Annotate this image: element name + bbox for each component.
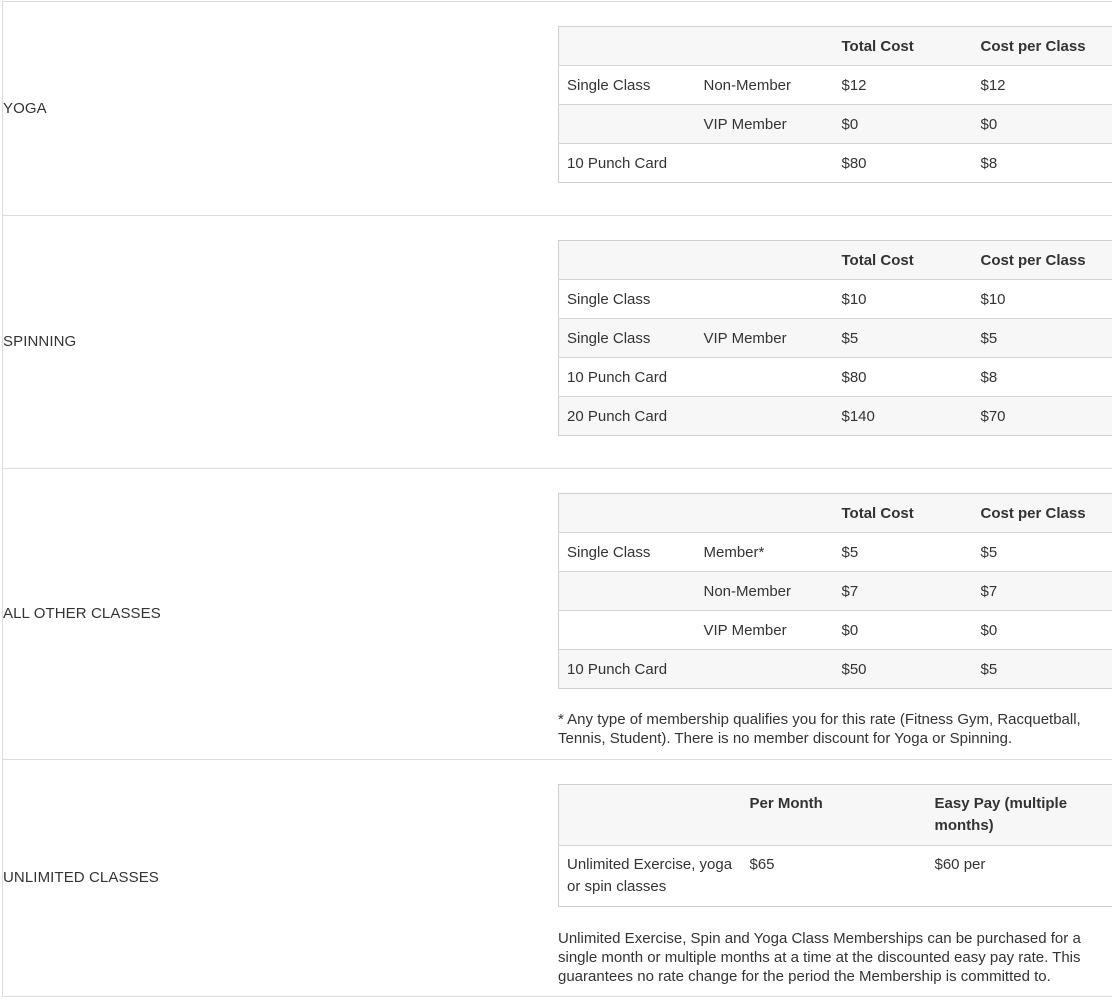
- table-row: [559, 105, 1112, 144]
- all-other-classes-section: [2, 468, 1112, 759]
- table-cell: $7: [834, 572, 973, 611]
- table-cell: $8: [973, 358, 1112, 397]
- header-cell: Easy Pay (multiple months): [927, 785, 1112, 846]
- table-cell: $80: [834, 358, 973, 397]
- table-cell: VIP Member: [696, 611, 834, 650]
- section-title-unlimited-classes: UNLIMITED CLASSES: [3, 869, 159, 886]
- header-cell: Total Cost: [834, 241, 973, 280]
- header-cell: [559, 785, 742, 846]
- table-cell: 10 Punch Card: [559, 144, 696, 183]
- header-cell: Cost per Class: [973, 27, 1112, 66]
- table-cell: [696, 144, 834, 183]
- table-cell: $0: [834, 611, 973, 650]
- header-cell: [696, 494, 834, 533]
- table-cell: Non-Member: [696, 572, 834, 611]
- table-cell: [696, 650, 834, 689]
- section-title-spinning: SPINNING: [3, 333, 77, 350]
- table-row: [559, 611, 1112, 650]
- table-row: [559, 397, 1112, 436]
- table-cell: 10 Punch Card: [559, 358, 696, 397]
- bottom-divider: [2, 996, 1112, 997]
- table-cell: [559, 572, 696, 611]
- table-row: [559, 650, 1112, 689]
- yoga-section: [2, 1, 1112, 215]
- table-cell: 20 Punch Card: [559, 397, 696, 436]
- table-cell: [559, 611, 696, 650]
- table-cell: $10: [973, 280, 1112, 319]
- table-cell: [696, 358, 834, 397]
- table-cell: Unlimited Exercise, yoga or spin classes: [559, 846, 742, 907]
- header-cell: [559, 241, 696, 280]
- table-cell: $50: [834, 650, 973, 689]
- header-cell: [559, 494, 696, 533]
- table-cell: $70: [973, 397, 1112, 436]
- table-cell: $60 per: [927, 846, 1112, 907]
- table-cell: Single Class: [559, 280, 696, 319]
- table-cell: $8: [973, 144, 1112, 183]
- table-row: [559, 358, 1112, 397]
- table-header-row: [559, 494, 1112, 533]
- table-cell: $5: [834, 319, 973, 358]
- table-header-row: [559, 27, 1112, 66]
- table-cell: Single Class: [559, 533, 696, 572]
- table-cell: [696, 280, 834, 319]
- header-cell: [696, 27, 834, 66]
- table-row: [559, 846, 1112, 907]
- all-other-classes-price-table: [558, 493, 1112, 689]
- table-row: [559, 533, 1112, 572]
- table-cell: $5: [973, 650, 1112, 689]
- table-cell: Member*: [696, 533, 834, 572]
- table-cell: 10 Punch Card: [559, 650, 696, 689]
- header-cell: Total Cost: [834, 27, 973, 66]
- table-cell: $65: [742, 846, 927, 907]
- table-row: [559, 144, 1112, 183]
- table-cell: $0: [834, 105, 973, 144]
- table-cell: $12: [973, 66, 1112, 105]
- header-cell: Cost per Class: [973, 494, 1112, 533]
- table-cell: $80: [834, 144, 973, 183]
- table-row: [559, 280, 1112, 319]
- table-cell: Single Class: [559, 319, 696, 358]
- section-title-yoga: YOGA: [3, 100, 47, 117]
- membership-footnote: * Any type of membership qualifies you for this rate (Fitness Gym, Racquetball, Tennis, Student). There is no member discount for Yoga or Spinning.: [558, 711, 1081, 747]
- table-cell: [696, 397, 834, 436]
- yoga-price-table: [558, 26, 1112, 183]
- table-cell: $5: [973, 319, 1112, 358]
- unlimited-classes-section: [2, 759, 1112, 996]
- spinning-section: [2, 215, 1112, 468]
- header-cell: Cost per Class: [973, 241, 1112, 280]
- table-cell: $0: [973, 105, 1112, 144]
- unlimited-classes-price-table: [558, 784, 1112, 907]
- section-title-all-other-classes: ALL OTHER CLASSES: [3, 605, 161, 622]
- header-cell: Total Cost: [834, 494, 973, 533]
- table-cell: $12: [834, 66, 973, 105]
- table-cell: VIP Member: [696, 105, 834, 144]
- table-row: [559, 66, 1112, 105]
- table-row: [559, 319, 1112, 358]
- table-header-row: [559, 785, 1112, 846]
- spinning-price-table: [558, 240, 1112, 436]
- table-cell: VIP Member: [696, 319, 834, 358]
- table-header-row: [559, 241, 1112, 280]
- header-cell: [559, 27, 696, 66]
- table-cell: $0: [973, 611, 1112, 650]
- table-row: [559, 572, 1112, 611]
- table-cell: $5: [973, 533, 1112, 572]
- table-cell: $140: [834, 397, 973, 436]
- header-cell: Per Month: [742, 785, 927, 846]
- table-cell: Single Class: [559, 66, 696, 105]
- table-cell: $7: [973, 572, 1112, 611]
- table-cell: Non-Member: [696, 66, 834, 105]
- table-cell: [559, 105, 696, 144]
- unlimited-membership-note: Unlimited Exercise, Spin and Yoga Class Memberships can be purchased for a single month or multiple months at a time at the discounted easy pay rate. This guarantees no rate change for the period the Membership is committed to.: [558, 930, 1081, 985]
- table-cell: $10: [834, 280, 973, 319]
- table-cell: $5: [834, 533, 973, 572]
- header-cell: [696, 241, 834, 280]
